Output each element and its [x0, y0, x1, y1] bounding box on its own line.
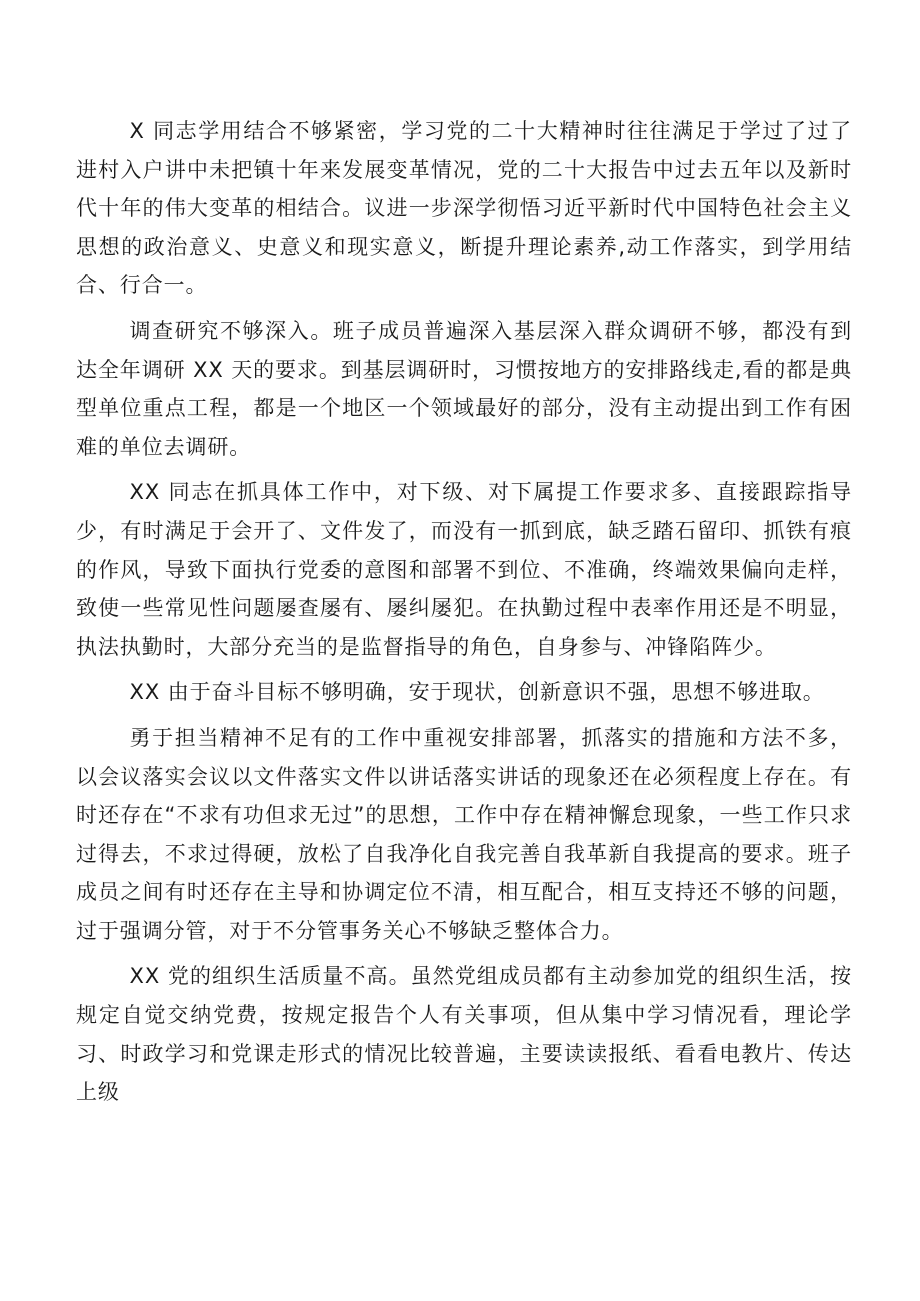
- paragraph-5: 勇于担当精神不足有的工作中重视安排部署，抓落实的措施和方法不多，以会议落实会议以文件落实文件以讲话落实讲话的现象还在必须程度上存在。有时还存在“不求有功但求无过”的思想，工作中存在精神懈怠现象，一些工作只求过得去，不求过得硬，放松了自我净化自我完善自我革新自我提高的要求。班子成员之间有时还存在主导和协调定位不清，相互配合，相互支持还不够的问题，过于强调分管，对于不分管事务关心不够缺乏整体合力。: [76, 725, 852, 943]
- paragraph-6: XX 党的组织生活质量不高。虽然党组成员都有主动参加党的组织生活，按规定自觉交纳党费，按规定报告个人有关事项，但从集中学习情况看，理论学习、时政学习和党课走形式的情况比较普遍，主要读读报纸、看看电教片、传达上级: [76, 964, 852, 1105]
- paragraph-3: XX 同志在抓具体工作中，对下级、对下属提工作要求多、直接跟踪指导少，有时满足于会开了、文件发了，而没有一抓到底，缺乏踏石留印、抓铁有痕的作风，导致下面执行党委的意图和部署不到位、不准确，终端效果偏向走样，致使一些常见性问题屡查屡有、屡纠屡犯。在执勤过程中表率作用还是不明显，执法执勤时，大部分充当的是监督指导的角色，自身参与、冲锋陷阵少。: [76, 480, 852, 659]
- document-body: [76, 112, 852, 1119]
- paragraph-2: 调查研究不够深入。班子成员普遍深入基层深入群众调研不够，都没有到达全年调研 XX 天的要求。到基层调研时，习惯按地方的安排路线走,看的都是典型单位重点工程，都是一个地区一个领域最好的部分，没有主动提出到工作有困难的单位去调研。: [76, 318, 852, 459]
- paragraph-1: X 同志学用结合不够紧密，学习党的二十大精神时往往满足于学过了过了进村入户讲中未把镇十年来发展变革情况，党的二十大报告中过去五年以及新时代十年的伟大变革的相结合。议进一步深学彻悟习近平新时代中国特色社会主义思想的政治意义、史意义和现实意义，断提升理论素养,动工作落实，到学用结合、行合一。: [76, 119, 852, 298]
- paragraph-4: XX 由于奋斗目标不够明确，安于现状，创新意识不强，思想不够进取。: [129, 680, 825, 705]
